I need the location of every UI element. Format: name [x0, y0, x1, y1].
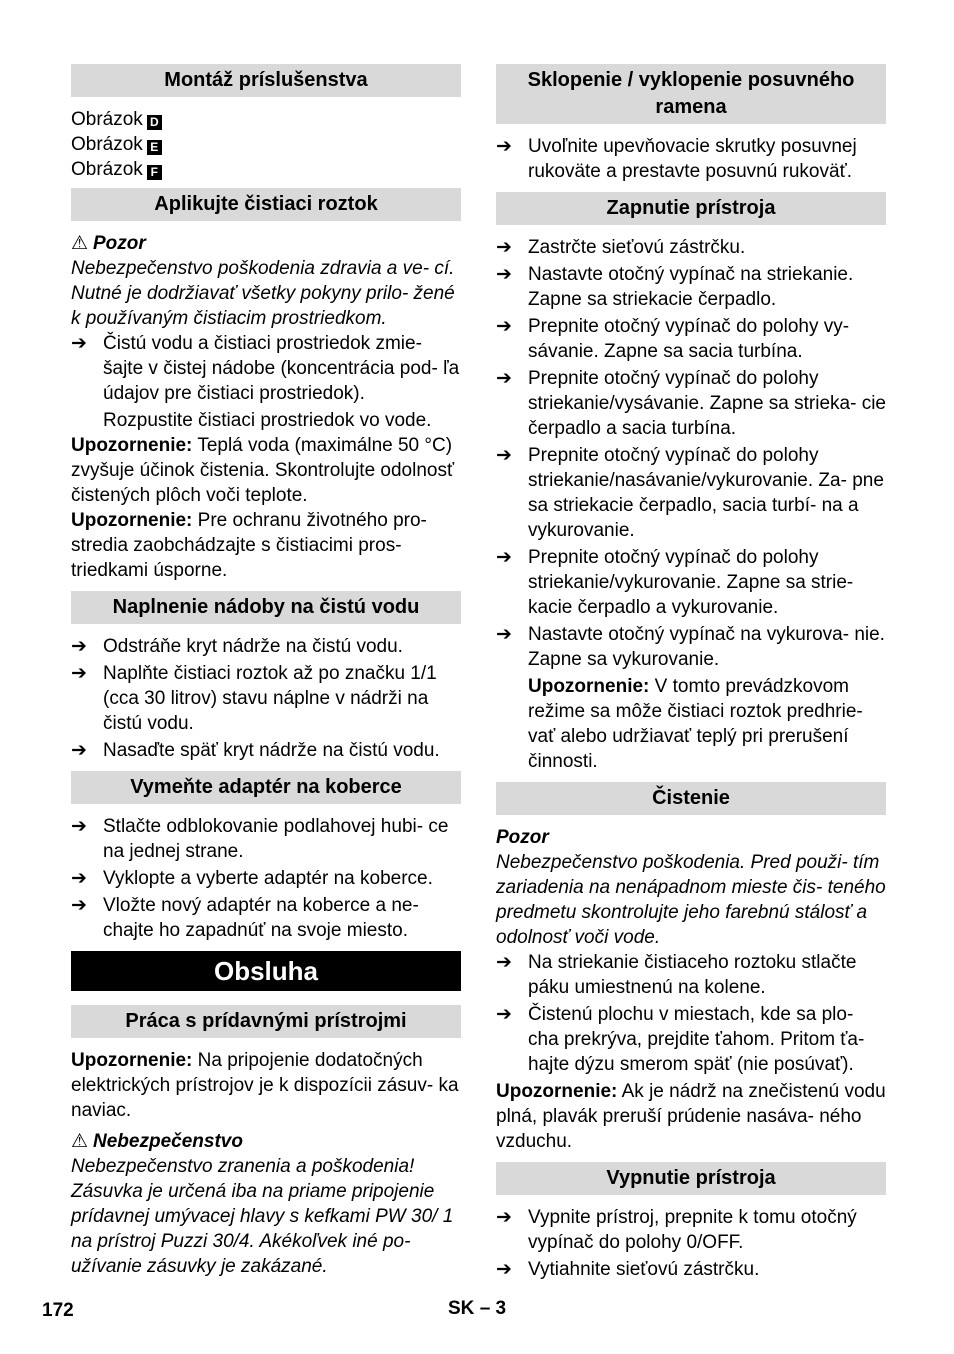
note-label: Upozornenie: [71, 435, 193, 456]
step-text: Čistú vodu a čistiaci prostriedok zmie- šajte v čistej nádobe (koncentrácia pod- ľa údajov pre čistiaci prostriedok). [103, 333, 460, 404]
list-item [496, 235, 886, 260]
major-section-title: Obsluha [71, 951, 461, 991]
arrow-icon: ➔ [71, 816, 87, 837]
arrow-icon: ➔ [496, 237, 512, 258]
step-text: Vložte nový adaptér na koberce a ne- chajte ho zapadnúť na svoje miesto. [103, 895, 419, 941]
step-text: Odstráňe kryt nádrže na čistú vodu. [103, 636, 403, 657]
warning-heading: Pozor [496, 827, 549, 848]
step-text: Vyklopte a vyberte adaptér na koberce. [103, 868, 433, 889]
step-list [496, 950, 886, 1077]
note-paragraph [496, 674, 886, 774]
step-list [71, 331, 461, 406]
arrow-icon: ➔ [71, 333, 87, 354]
step-text: Na striekanie čistiaceho roztoku stlačte páku umiestnenú na kolene. [528, 952, 857, 998]
list-item [71, 661, 461, 736]
list-item [496, 1002, 886, 1077]
note-text: Teplá voda (maximálne 50 °C) zvyšuje účinok čistenia. Skontrolujte odolnosť čistených plôch voči teplote. [71, 435, 455, 506]
list-item [496, 1257, 886, 1282]
warning-heading [71, 1129, 461, 1154]
warning-text: Nebezpečenstvo poškodenia. Pred použi- tím zariadenia na nenápadnom mieste čis- teného predmetu skontrolujte jeho farebnú stálosť a odolnosť voči vode. [496, 852, 886, 948]
list-item [71, 331, 461, 406]
note-text: Ak je nádrž na znečistenú vodu plná, plavák preruší prúdenie nasáva- ného vzduchu. [496, 1081, 886, 1152]
step-list [71, 814, 461, 943]
figure-letter-box: D [147, 115, 162, 130]
section-title-aplikujte: Aplikujte čistiaci roztok [71, 188, 461, 221]
section-title-montaz: Montáž príslušenstva [71, 64, 461, 97]
step-text: Čistenú plochu v miestach, kde sa plo- cha prekrýva, prejdite ťahom. Pritom ťa- hajte dýzu smerom späť (nie posúvať). [528, 1004, 865, 1075]
step-text: Naplňte čistiaci roztok až po značku 1/1 (cca 30 litrov) stavu náplne v nádrži na čistú vodu. [103, 663, 437, 734]
note-label: Upozornenie: [496, 1081, 618, 1102]
list-item [496, 622, 886, 672]
note-paragraph [71, 433, 461, 508]
warning-label: Pozor [93, 233, 146, 254]
step-text: Vytiahnite sieťovú zástrčku. [528, 1259, 760, 1280]
arrow-icon: ➔ [496, 624, 512, 645]
list-item [71, 738, 461, 763]
list-item [496, 366, 886, 441]
section-title-vymente: Vymeňte adaptér na koberce [71, 771, 461, 804]
list-item [71, 814, 461, 864]
figure-label: Obrázok [71, 134, 143, 155]
list-item [496, 134, 886, 184]
figure-ref-d [71, 107, 461, 132]
note-paragraph [496, 1079, 886, 1154]
figure-label: Obrázok [71, 159, 143, 180]
arrow-icon: ➔ [71, 663, 87, 684]
section-title-cistenie: Čistenie [496, 782, 886, 815]
step-extra-text: Rozpustite čistiaci prostriedok vo vode. [103, 410, 432, 431]
section-title-vypnutie: Vypnutie prístroja [496, 1162, 886, 1195]
warning-heading [71, 231, 461, 256]
figure-label: Obrázok [71, 109, 143, 130]
warning-text: Nebezpečenstvo zranenia a poškodenia! Zásuvka je určená iba na priame pripojenie prídavnej umývacej hlavy s kefkami PW 30/ 1 na prístroj Puzzi 30/4. Akékoľvek iné po- užívanie zásuvky je zakázané. [71, 1156, 454, 1277]
warning-icon: ⚠ [71, 1131, 89, 1152]
list-item [496, 262, 886, 312]
arrow-icon: ➔ [496, 316, 512, 337]
arrow-icon: ➔ [496, 1004, 512, 1025]
arrow-icon: ➔ [496, 136, 512, 157]
step-text: Vypnite prístroj, prepnite k tomu otočný vypínač do polohy 0/OFF. [528, 1207, 857, 1253]
section-title-sklopenie: Sklopenie / vyklopenie posuvného ramena [496, 64, 886, 124]
arrow-icon: ➔ [496, 368, 512, 389]
arrow-icon: ➔ [496, 445, 512, 466]
footer-section-label [448, 1296, 506, 1321]
step-text: Stlačte odblokovanie podlahovej hubi- ce na jednej strane. [103, 816, 449, 862]
page-number: 172 [42, 1300, 74, 1321]
step-list [71, 634, 461, 763]
figure-letter-box: F [147, 165, 162, 180]
step-text: Nastavte otočný vypínač na vykurova- nie. Zapne sa vykurovanie. [528, 624, 885, 670]
note-text: Pre ochranu životného pro- stredia zaobchádzajte s čistiacimi pros- triedkami úsporne. [71, 510, 427, 581]
arrow-icon: ➔ [496, 264, 512, 285]
note-paragraph [71, 508, 461, 583]
note-paragraph [71, 1048, 461, 1123]
figure-letter-box: E [147, 140, 162, 155]
list-item [496, 443, 886, 543]
arrow-icon: ➔ [496, 1259, 512, 1280]
section-title-zapnutie: Zapnutie prístroja [496, 192, 886, 225]
figure-list [71, 107, 461, 182]
figure-ref-e [71, 132, 461, 157]
left-column [71, 64, 461, 1279]
step-text: Prepnite otočný vypínač do polohy striekanie/vysávanie. Zapne sa strieka- cie čerpadlo a sacia turbína. [528, 368, 886, 439]
note-label: Upozornenie: [71, 510, 193, 531]
step-list [496, 1205, 886, 1282]
note-label: Upozornenie: [528, 676, 650, 697]
arrow-icon: ➔ [71, 895, 87, 916]
note-label: Upozornenie: [71, 1050, 193, 1071]
arrow-icon: ➔ [71, 636, 87, 657]
step-text: Nasaďte späť kryt nádrže na čistú vodu. [103, 740, 440, 761]
step-text: Prepnite otočný vypínač do polohy vy- sávanie. Zapne sa sacia turbína. [528, 316, 850, 362]
list-item [496, 950, 886, 1000]
step-text: Prepnite otočný vypínač do polohy striekanie/vykurovanie. Zapne sa strie- kacie čerpadlo a vykurovanie. [528, 547, 854, 618]
list-item [496, 545, 886, 620]
list-item [71, 893, 461, 943]
note-text: Na pripojenie dodatočných elektrických prístrojov je k dispozícii zásuv- ka naviac. [71, 1050, 459, 1121]
step-list [496, 134, 886, 184]
warning-icon: ⚠ [71, 233, 89, 254]
warning-label: Nebezpečenstvo [93, 1131, 243, 1152]
arrow-icon: ➔ [496, 547, 512, 568]
step-text: Nastavte otočný vypínač na striekanie. Zapne sa striekacie čerpadlo. [528, 264, 854, 310]
note-text: V tomto prevádzkovom režime sa môže čistiaci roztok predhrie- vať alebo udržiavať teplý pri prerušení činnosti. [528, 676, 863, 772]
step-text: Zastrčte sieťovú zástrčku. [528, 237, 746, 258]
section-title-praca: Práca s prídavnými prístrojmi [71, 1005, 461, 1038]
right-column [496, 64, 886, 1284]
list-item [496, 314, 886, 364]
arrow-icon: ➔ [496, 1207, 512, 1228]
step-text: Prepnite otočný vypínač do polohy striekanie/nasávanie/vykurovanie. Za- pne sa striekacie čerpadlo, sacia turbí- na a vykurovanie. [528, 445, 884, 541]
step-list [496, 235, 886, 672]
arrow-icon: ➔ [71, 740, 87, 761]
arrow-icon: ➔ [496, 952, 512, 973]
section-number: – 3 [479, 1298, 507, 1319]
warning-text: Nebezpečenstvo poškodenia zdravia a ve- cí. Nutné je dodržiavať všetky pokyny prilo- žené k používaným čistiacim prostriedkom. [71, 258, 455, 329]
arrow-icon: ➔ [71, 868, 87, 889]
list-item [71, 634, 461, 659]
section-title-naplnenie: Naplnenie nádoby na čistú vodu [71, 591, 461, 624]
list-item [71, 866, 461, 891]
figure-ref-f [71, 157, 461, 182]
list-item [496, 1205, 886, 1255]
language-code: SK [448, 1298, 475, 1319]
step-text: Uvoľnite upevňovacie skrutky posuvnej rukoväte a prestavte posuvnú rukoväť. [528, 136, 857, 182]
